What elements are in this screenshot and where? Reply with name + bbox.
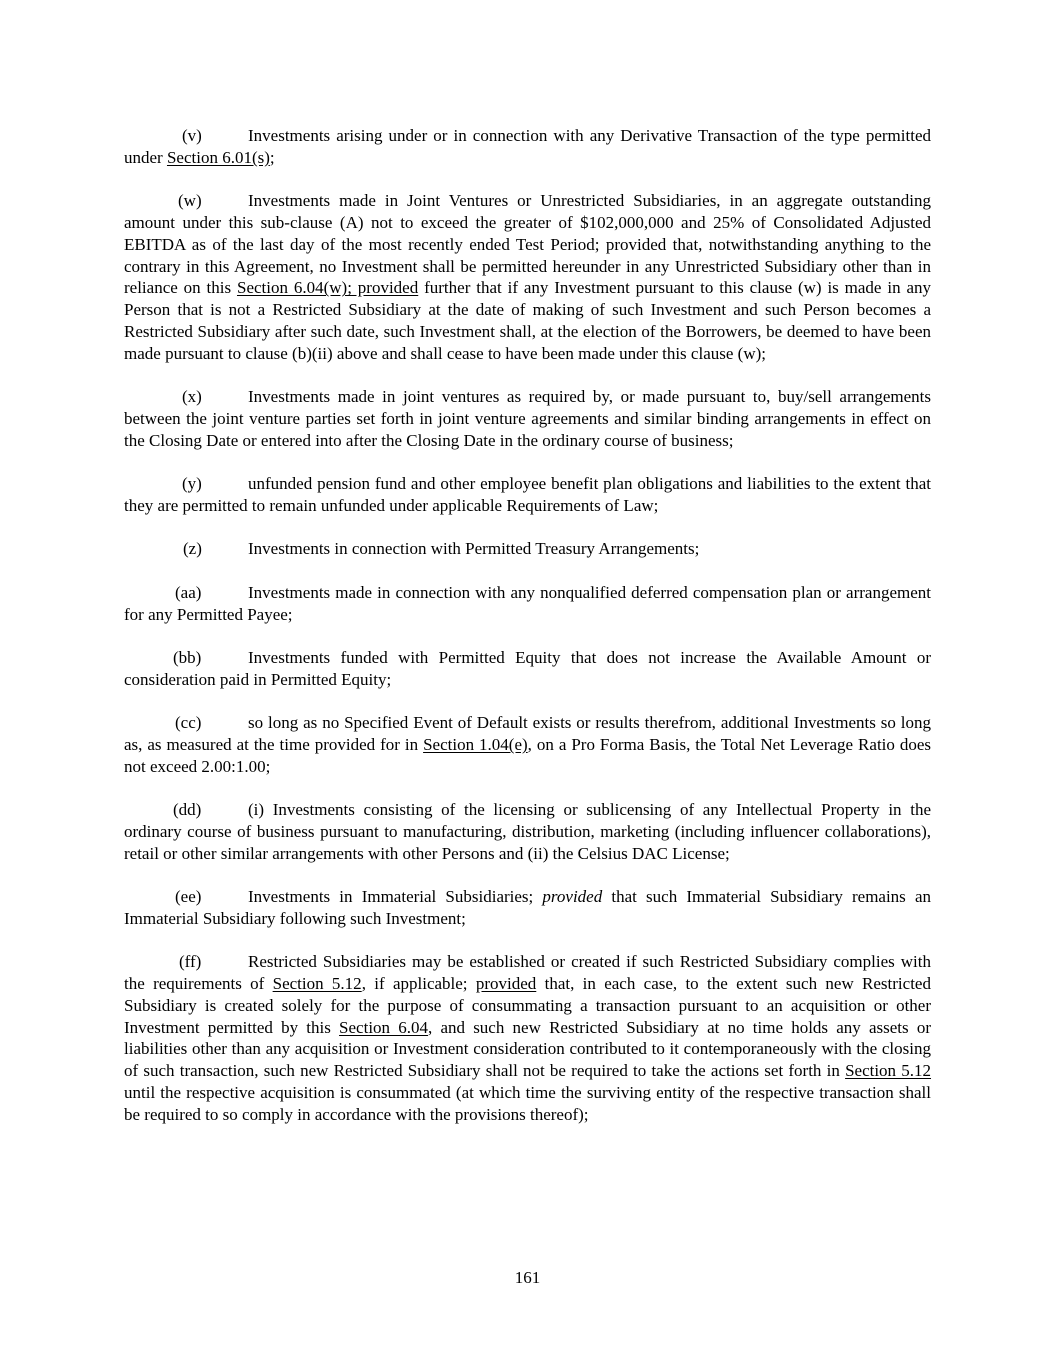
page-number: 161 (514, 1268, 541, 1287)
clause-text: Investments in connection with Permitted Treasury Arrangements; (248, 539, 700, 559)
clause-z (124, 538, 931, 560)
clause-ee (124, 886, 931, 930)
clause-text: Investments funded with Permitted Equity that does not increase the Available Amount or consideration paid in Permitted Equity; (124, 647, 931, 689)
document-body (124, 125, 931, 1147)
clause-text: Investments made in joint ventures as required by, or made pursuant to, buy/sell arrangements between the joint venture parties set forth in joint venture agreements and similar binding arrangements in effect on the Closing Date or entered into after the Closing Date in the ordinary course of business; (124, 387, 931, 450)
clause-text: , if applicable; (361, 974, 476, 994)
clause-text: Investments in Immaterial Subsidiaries; (248, 887, 543, 907)
section-reference: Section 6.04(w); provided (236, 278, 419, 298)
clause-text: that, in each case, to the extent such new Restricted Subsidiary is created solely for the purpose of consummating a transaction pursuant to an acquisition or other Investment permitted by this (124, 974, 931, 1037)
clause-bb (124, 647, 931, 691)
section-reference: Section 6.01(s) (166, 147, 270, 167)
clause-dd (124, 799, 931, 864)
clause-marker: (z) (183, 539, 202, 559)
clause-aa (124, 582, 931, 626)
clause-cc (124, 712, 931, 777)
section-reference: Section 5.12 (272, 974, 362, 994)
clause-text: so long as no Specified Event of Default exists or results therefrom, additional Investments so long as, as measured at the time provided for in (124, 713, 931, 754)
clause-text: that such Immaterial Subsidiary remains an Immaterial Subsidiary following such Investment; (124, 887, 932, 928)
clause-text: Investments made in Joint Ventures or Unrestricted Subsidiaries, in an aggregate outstanding amount under this sub-clause (A) not to exceed the greater of $102,000,000 and 25% of Consolidated Adjusted EBITDA as of the last day of the most recently ended Test Period; provided that, notwithstanding anything to the contrary in this Agreement, no Investment shall be permitted hereunder in any Unrestricted Subsidiary other than in reliance on this (124, 191, 931, 298)
clause-marker: (bb) (173, 647, 202, 667)
clause-marker: (aa) (175, 582, 202, 602)
clause-marker: (w) (178, 191, 202, 211)
clause-w (124, 190, 931, 364)
clause-marker: (ee) (175, 887, 202, 907)
clause-text: (i) Investments consisting of the licensing or sublicensing of any Intellectual Property in the ordinary course of business pursuant to manufacturing, distribution, marketing (including influencer collaborations), retail or other similar arrangements with other Persons and (ii) the Celsius DAC License; (124, 800, 931, 863)
clause-text: Investments arising under or in connection with any Derivative Transaction of the type permitted under (124, 126, 931, 167)
clause-ff (124, 951, 931, 1125)
clause-text: , and such new Restricted Subsidiary at no time holds any assets or liabilities other than any acquisition or Investment consideration contributed to it contemporaneously with the closing of such transaction, such new Restricted Subsidiary shall not be required to take the actions set forth in (124, 1017, 931, 1081)
clause-marker: (dd) (173, 800, 202, 820)
clause-text: , on a Pro Forma Basis, the Total Net Leverage Ratio does not exceed 2.00:1.00; (124, 734, 932, 776)
clause-text: Restricted Subsidiaries may be established or created if such Restricted Subsidiary complies with the requirements of (124, 952, 931, 994)
clause-text: further that if any Investment pursuant to this clause (w) is made in any Person that is not a Restricted Subsidiary at the date of making of such Investment and such Person becomes a Restricted Subsidiary after such date, such Investment shall, at the election of the Borrowers, be deemed to have been made pursuant to clause (b)(ii) above and shall cease to have been made under this clause (w); (124, 278, 931, 363)
clause-text: until the respective acquisition is consummated (at which time the surviving entity of the respective transaction shall be required to so comply in accordance with the provisions thereof); (124, 1083, 931, 1124)
clause-text: unfunded pension fund and other employee benefit plan obligations and liabilities to the extent that they are permitted to remain unfunded under applicable Requirements of Law; (124, 474, 931, 515)
clause-marker: (ff) (179, 952, 202, 972)
clause-x (124, 386, 931, 451)
clause-v (124, 125, 931, 169)
clause-marker: (y) (182, 474, 202, 494)
clause-y (124, 473, 931, 517)
clause-marker: (cc) (175, 713, 202, 733)
clause-marker: (v) (182, 126, 202, 145)
section-reference: Section 5.12 (845, 1061, 932, 1081)
section-reference: Section 1.04(e) (423, 734, 528, 754)
clause-text: ; (269, 147, 275, 167)
clause-marker: (x) (182, 387, 202, 407)
emphasis-text: provided (542, 887, 603, 907)
underlined-term: provided (475, 974, 537, 994)
clause-text: Investments made in connection with any nonqualified deferred compensation plan or arrangement for any Permitted Payee; (124, 582, 931, 624)
section-reference: Section 6.04 (339, 1017, 428, 1037)
